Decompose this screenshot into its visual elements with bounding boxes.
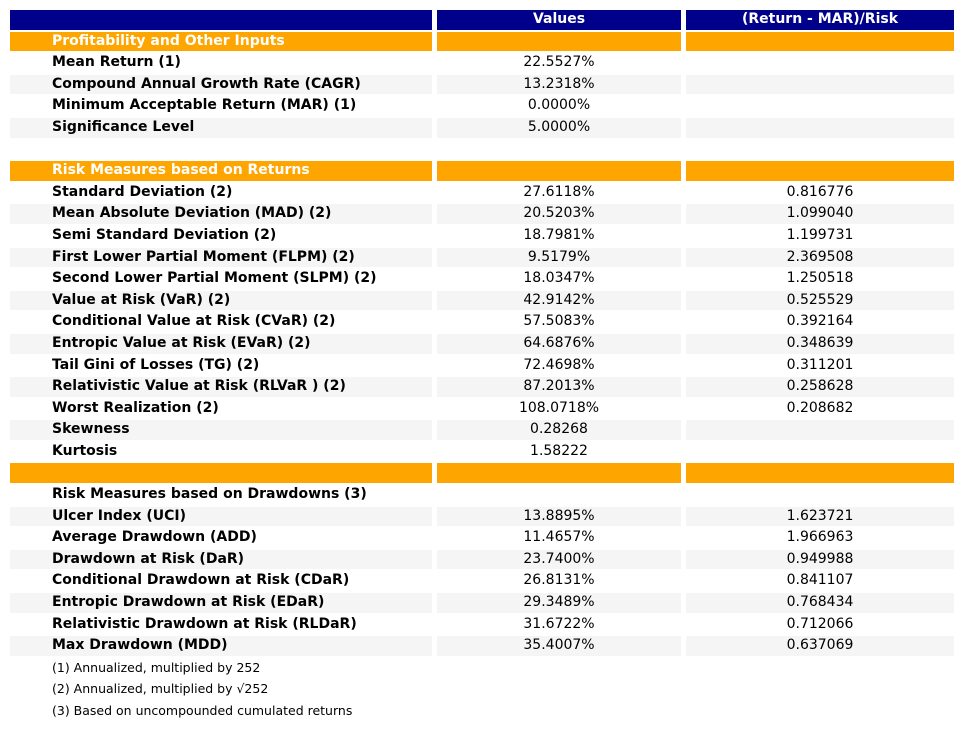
metric-row [10,377,954,397]
section-band-cell [686,161,954,181]
metric-row [10,248,954,268]
section-title [10,463,432,483]
metric-row [10,334,954,354]
portfolio-risk-report [5,8,964,723]
table-header-row [10,10,954,30]
metric-label: First Lower Partial Moment (FLPM) (2) [10,248,432,268]
subsection-title: Risk Measures based on Drawdowns (3) [52,486,367,503]
metric-ratio: 1.623721 [686,507,954,527]
metric-row [10,312,954,332]
footnote: (2) Annualized, multiplied by √252 [52,681,269,697]
metric-label: Drawdown at Risk (DaR) [10,550,432,570]
metric-value: 18.7981% [523,226,595,243]
metric-row [10,550,954,570]
metric-row [10,356,954,376]
section-title: Risk Measures based on Returns [10,161,432,181]
metric-row [10,183,954,203]
metric-row [10,118,954,138]
metric-value: 29.3489% [437,593,681,613]
metric-label: Semi Standard Deviation (2) [52,226,277,243]
section-band-cell [686,463,954,483]
metric-ratio [686,75,954,95]
metric-value: 108.0718% [518,399,600,416]
metric-value: 20.5203% [437,204,681,224]
spacer-cell [437,140,681,160]
metric-value: 9.5179% [437,248,681,268]
metric-value: 22.5527% [523,54,595,71]
metric-ratio: 0.841107 [786,572,854,589]
metric-row [10,442,954,462]
section-band-cell [437,463,681,483]
metric-label: Ulcer Index (UCI) [10,507,432,527]
metric-value: 72.4698% [523,356,595,373]
risk-metrics-table [5,8,959,723]
metric-label: Mean Return (1) [52,54,181,71]
metric-row [10,615,954,635]
metric-label: Minimum Acceptable Return (MAR) (1) [52,97,357,114]
subsection-title-row [10,485,954,505]
footnote-row [10,679,954,699]
metric-row [10,204,954,224]
metric-value: 1.58222 [530,442,588,459]
metric-row [10,507,954,527]
metric-row [10,399,954,419]
metric-label: Value at Risk (VaR) (2) [10,291,432,311]
table-body [10,32,954,721]
metric-row [10,636,954,656]
empty-cell [686,485,954,505]
metric-ratio: 0.392164 [786,313,854,330]
metric-row [10,53,954,73]
metric-ratio [686,96,954,116]
metric-ratio: 0.768434 [686,593,954,613]
metric-ratio: 0.816776 [786,183,854,200]
metric-row [10,75,954,95]
metric-ratio: 0.949988 [686,550,954,570]
metric-label: Skewness [10,420,432,440]
metric-label: Entropic Value at Risk (EVaR) (2) [10,334,432,354]
metric-value: 64.6876% [437,334,681,354]
metric-value: 27.6118% [523,183,595,200]
metric-label: Mean Absolute Deviation (MAD) (2) [10,204,432,224]
metric-row [10,571,954,591]
column-header-return-mar-risk: (Return - MAR)/Risk [686,10,954,30]
metric-ratio: 0.637069 [686,636,954,656]
metric-value: 11.4657% [523,529,595,546]
section-header-row [10,32,954,52]
metric-value: 57.5083% [523,313,595,330]
metric-ratio: 0.348639 [686,334,954,354]
metric-row [10,291,954,311]
metric-ratio: 0.311201 [786,356,854,373]
metric-row [10,96,954,116]
section-band-cell [686,32,954,52]
metric-ratio: 0.208682 [786,399,854,416]
spacer-cell [10,140,432,160]
metric-value: 23.7400% [437,550,681,570]
metric-label: Relativistic Value at Risk (RLVaR ) (2) [10,377,432,397]
metric-value: 87.2013% [437,377,681,397]
empty-cell [437,485,681,505]
footnote-row [10,658,954,678]
spacer-cell [686,140,954,160]
spacer-row [10,140,954,160]
metric-label: Average Drawdown (ADD) [52,529,257,546]
metric-label: Conditional Drawdown at Risk (CDaR) [52,572,350,589]
metric-ratio [686,118,954,138]
metric-ratio: 1.199731 [786,226,854,243]
metric-label: Compound Annual Growth Rate (CAGR) [10,75,432,95]
metric-ratio: 1.250518 [786,270,854,287]
footnote-row [10,701,954,721]
metric-ratio: 2.369508 [686,248,954,268]
metric-value: 0.0000% [527,97,591,114]
section-title: Profitability and Other Inputs [10,32,432,52]
metric-label: Conditional Value at Risk (CVaR) (2) [52,313,336,330]
metric-ratio: 0.712066 [786,615,854,632]
metric-ratio [686,420,954,440]
metric-label: Relativistic Drawdown at Risk (RLDaR) [52,615,357,632]
metric-label: Second Lower Partial Moment (SLPM) (2) [52,270,377,287]
metric-value: 26.8131% [523,572,595,589]
metric-row [10,269,954,289]
metric-value: 31.6722% [523,615,595,632]
metric-row [10,226,954,246]
section-header-row [10,463,954,483]
metric-label: Worst Realization (2) [52,399,219,416]
metric-value: 0.28268 [437,420,681,440]
metric-label: Tail Gini of Losses (TG) (2) [52,356,260,373]
metric-label: Kurtosis [52,442,118,459]
metric-label: Significance Level [10,118,432,138]
metric-value: 35.4007% [437,636,681,656]
section-band-cell [437,161,681,181]
metric-ratio [686,53,954,73]
metric-ratio: 1.099040 [686,204,954,224]
metric-ratio: 0.525529 [686,291,954,311]
metric-row [10,420,954,440]
section-band-cell [437,32,681,52]
metric-value: 13.8895% [437,507,681,527]
section-header-row [10,161,954,181]
metric-ratio [686,442,954,462]
metric-label: Standard Deviation (2) [52,183,233,200]
metric-row [10,593,954,613]
metric-value: 42.9142% [437,291,681,311]
metric-label: Entropic Drawdown at Risk (EDaR) [10,593,432,613]
metric-row [10,528,954,548]
metric-label: Max Drawdown (MDD) [10,636,432,656]
metric-value: 18.0347% [523,270,595,287]
metric-value: 13.2318% [437,75,681,95]
column-header-empty [10,10,432,30]
metric-ratio: 1.966963 [786,529,854,546]
column-header-values: Values [437,10,681,30]
metric-ratio: 0.258628 [686,377,954,397]
metric-value: 5.0000% [437,118,681,138]
footnote: (3) Based on uncompounded cumulated returns [52,703,353,718]
footnote: (1) Annualized, multiplied by 252 [52,659,261,675]
